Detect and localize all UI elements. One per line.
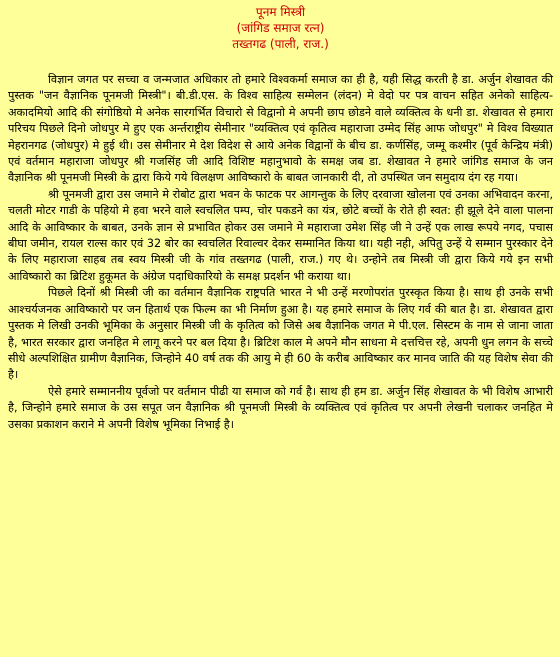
paragraph-1: विज्ञान जगत पर सच्चा व जन्मजात अधिकार तो हमारे विश्वकर्मा समाज का ही है, यही सिद्ध करती है डा. अर्जुन शेखावत की पुस्तक "जन वैज्ञानिक पूनमजी मिस्त्री"। बी.डी.एस. के विश्व साहित्य सम्मेलन (लंदन) मे वेदो पर पत्र वाचन सहित अनेको साहित्य-अकादमियो आदि की संगोष्ठियो मे अनेक सारगर्भित विचारो से विद्वानो मे अपनी छाप छोडने वाले व्यक्तित्व के धनी डा. शेखावत से हमारा परिचय पिछले दिनो जोधपुर मे हुए एक अर्न्तराष्ट्रीय सेमीनार "व्यक्तित्व एवं कृतित्व महाराजा उम्मेद सिंह आफ जोधपुर" मे विश्व विख्यात मेहरानगढ (जोधपुर) मे हुई थी। उस सेमीनार मे देश विदेश से आये अनेक विद्वानों के बीच डा. कर्णसिंह, जम्मू कश्मीर (पूर्व केन्द्रिय मंत्री) एवं वर्तमान महाराजा जोधपुर श्री गजसिंह जी आदि विशिष्ट महानुभावो के समक्ष जब डा. शेखावत ने हमारे जांगिड समाज के जन वैज्ञानिक श्री पूनमजी मिस्त्री के द्वारा किये गये विलक्षण आविष्कारो के बाबत जानकारी दी, तो उपस्थित जन समुदाय दंग रह गया। xyxy=(8,73,553,185)
article-subtitle: (जांगिड समाज रत्न) xyxy=(236,21,325,35)
article-location: तख्तगढ (पाली, राज.) xyxy=(232,37,329,51)
paragraph-2: श्री पूनमजी द्वारा उस जमाने मे रोबोट द्वारा भवन के फाटक पर आगन्तुक के लिए दरवाजा खोलना एवं उनका अभिवादन करना, चलती मोटर गाडी के पहियो मे हवा भरने वाले स्वचलित पम्प, चोर पकडने का यंत्र, छोटे बच्चों के रोते ही स्वत: ही झूले देने वाला पालना आदि के आविष्कार के बाबत, उनके ज्ञान से प्रभावित होकर उस जमाने मे महाराजा उमेश सिंह जी ने उन्हें एक लाख रूपये नगद, पचास बीघा जमीन, रायल राल्स कार एवं 32 बोर का स्वचलित रिवाल्वर देकर सम्मानित किया था। यही नही, अपितु उन्हें ये सम्मान पुरस्कार देने के लिए महाराजा साहब तब स्वय मिस्त्री जी के गांव तख्तगढ (पाली, राज.) गए थे। उन्होने तब मिस्त्री जी द्वारा किये गये इन सभी आविष्कारो का ब्रिटिश हुकूमत के अंग्रेज पदाधिकारियो के समक्ष प्रदर्शन भी कराया था। xyxy=(8,187,553,283)
paragraph-4: ऐसे हमारे सम्माननीय पूर्वजो पर वर्तमान पीढी या समाज को गर्व है। साथ ही हम डा. अर्जुन सिंह शेखावत के भी विशेष आभारी है, जिन्होने हमारे समाज के उस सपूत जन वैज्ञानिक श्री पूनमजी मिस्त्री के व्यक्तित्व एवं कृतित्व पर अपनी लेखनी चलाकर जनहित मे उसका प्रकाशन कराने मे अपनी विशेष भूमिका निभाई है। xyxy=(8,384,553,431)
paragraph-3: पिछले दिनों श्री मिस्त्री जी का वर्तमान वैज्ञानिक राष्ट्रपति भारत ने भी उन्हें मरणोपरांत पुरस्कृत किया है। साथ ही उनके सभी आश्चर्यजनक आविष्कारो पर जन हितार्थ एक फिल्म का भी निर्माण हुआ है। यह हमारे समाज के लिए गर्व की बात है। डा. शेखावत द्वारा पुस्तक मे लिखी उनकी भूमिका के अनुसार मिस्त्री जी के कृतित्व को जिसे अब वैज्ञानिक जगत मे पी.एल. सिस्टम के नाम से जाना जाता है, भारत सरकार द्वारा जनहित मे लागू करने पर बल दिया है। ब्रिटिश काल मे अपने मौन साधना मे दत्तचित्त रहे, अपनी धुन लगन के सच्चे सीधे अल्पशिक्षित ग्रामीण वैज्ञानिक, जिन्होने 40 वर्ष तक की आयु मे ही 60 के करीब आविष्कार कर मानव जाति की यह विशेष सेवा की है। xyxy=(8,286,553,382)
article-title: पूनम मिस्त्री xyxy=(255,5,306,19)
article-header xyxy=(8,4,553,52)
